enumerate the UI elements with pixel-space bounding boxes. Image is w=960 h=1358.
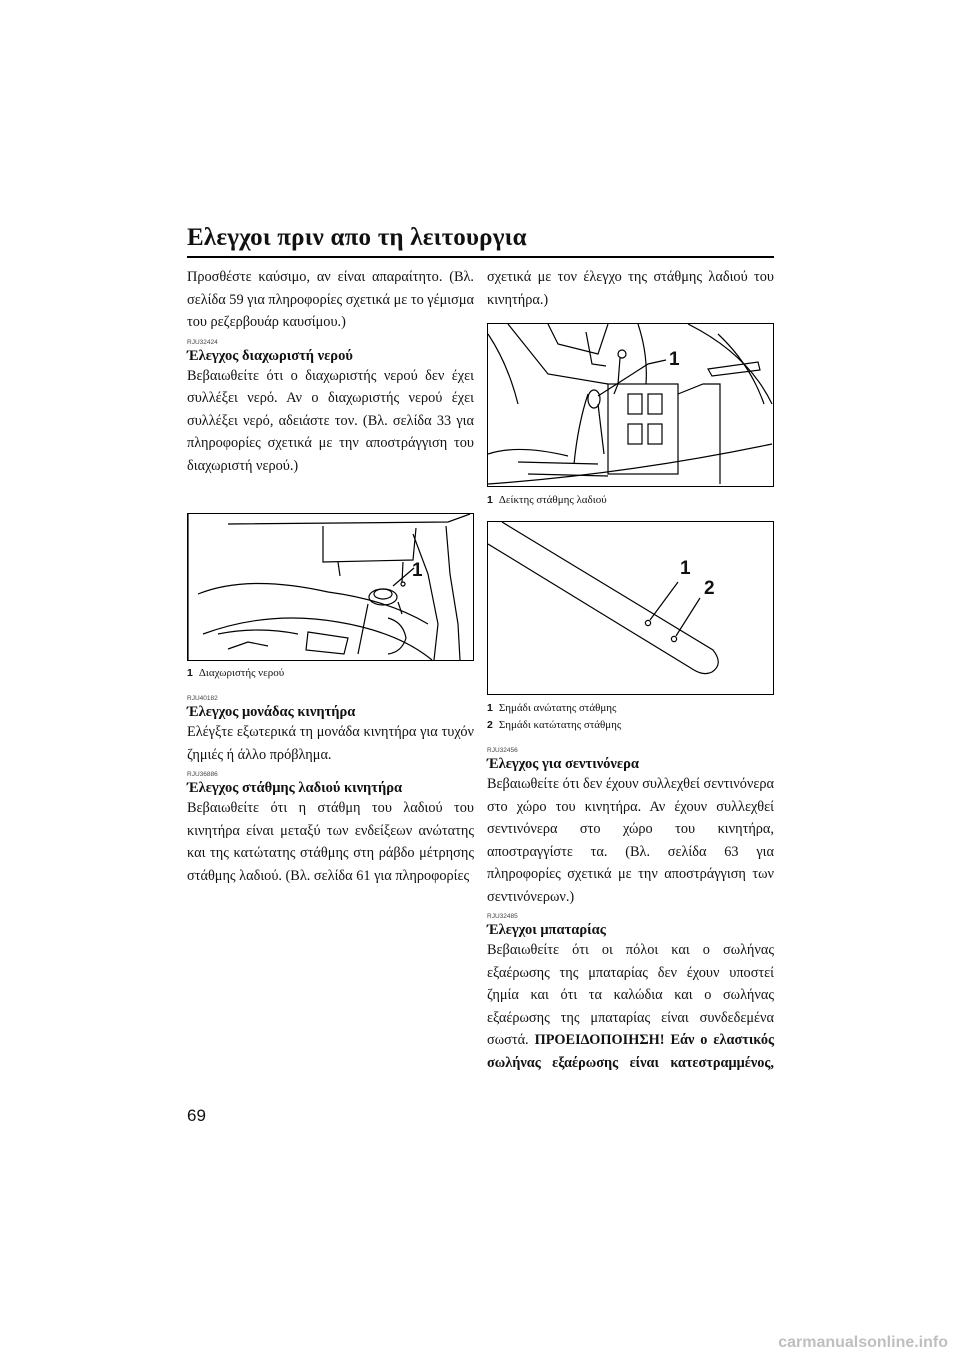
bilge-paragraph: Βεβαιωθείτε ότι δεν έχουν συλλεχθεί σεντινόνερα στο χώρο του κινητήρα. Αν έχουν συλλεχθεί σεντινόνερα στο χώρο του κινητήρα, αποστραγγίστε τα. (Βλ. σελίδα 63 για πληροφορίες σχετικά με την αποστράγγιση των σεντινόνερων.) <box>487 776 774 905</box>
battery-warning: ΠΡΟΕΙΔΟΠΟΙΗΣΗ! Εάν ο ελαστικός σωλήνας εξαέρωσης είναι κατεστραμμένος, <box>487 1032 775 1071</box>
continuation-paragraph: σχετικά με τον έλεγχο της στάθμης λαδιού του κινητήρα.) <box>487 269 774 308</box>
section-code: RJU32485 <box>487 913 518 920</box>
caption-item <box>487 700 774 717</box>
battery-paragraph <box>487 939 774 1074</box>
intro-paragraph: Προσθέστε καύσιμο, αν είναι απαραίτητο. (Βλ. σελίδα 59 για πληροφορίες σχετικά με το γέμισμα του ρεζερβουάρ καυσίμου.) <box>187 269 474 330</box>
figure-callout-1: 1 <box>412 560 423 581</box>
caption-text: Διαχωριστής νερού <box>198 667 285 679</box>
caption-number: 2 <box>487 719 493 731</box>
figure-callout-1: 1 <box>680 558 691 579</box>
caption-text: Σημάδι ανώτατης στάθμης <box>498 702 617 714</box>
section-heading-engine-unit: Έλεγχος μονάδας κινητήρα <box>187 704 356 720</box>
caption-text: Σημάδι κατώτατης στάθμης <box>498 719 622 731</box>
oil-level-paragraph: Βεβαιωθείτε ότι η στάθμη του λαδιού του κινητήρα είναι μεταξύ των ενδείξεων ανώτατης και της κατώτατης στάθμης στη ράβδο μέτρησης στάθμης λαδιού. (Βλ. σελίδα 61 για πληροφορίες <box>187 800 474 884</box>
section-heading-battery: Έλεγχοι μπαταρίας <box>487 922 606 938</box>
section-code: RJU36886 <box>187 771 218 778</box>
figure-caption <box>187 665 474 682</box>
engine-unit-paragraph: Ελέγξτε εξωτερικά τη μονάδα κινητήρα για τυχόν ζημιές ή άλλο πρόβλημα. <box>187 724 474 763</box>
water-separator-illustration <box>188 514 473 660</box>
caption-number: 1 <box>187 667 193 679</box>
oil-dipstick-figure <box>487 323 774 487</box>
caption-item <box>487 717 774 734</box>
section-code: RJU40182 <box>187 695 218 702</box>
water-separator-figure <box>187 513 474 661</box>
page-title: Ελεγχοι πριν απο τη λειτουργια <box>187 224 527 251</box>
figure-callout-1: 1 <box>669 349 680 370</box>
left-column <box>187 266 474 887</box>
section-heading-oil-level: Έλεγχος στάθμης λαδιού κινητήρα <box>187 780 403 796</box>
watermark-url[interactable]: carmanualsonline.info <box>778 1334 948 1351</box>
water-separator-paragraph: Βεβαιωθείτε ότι ο διαχωριστής νερού δεν έχει συλλέξει νερό. Αν ο διαχωριστής νερού έχει συλλέξει νερό, αδειάστε τον. (Βλ. σελίδα 33 για πληροφορίες σχετικά με την αποστράγγιση του διαχωριστή νερού.) <box>187 367 474 474</box>
caption-text: Δείκτης στάθμης λαδιού <box>498 494 607 506</box>
caption-number: 1 <box>487 702 493 714</box>
title-rule <box>187 256 774 258</box>
section-code: RJU32456 <box>487 747 518 754</box>
section-code: RJU32424 <box>187 338 218 346</box>
figure-caption <box>487 492 774 509</box>
figure-callout-2: 2 <box>704 578 715 599</box>
section-heading-bilge: Έλεγχος για σεντινόνερα <box>487 756 639 772</box>
section-heading-water-separator: Έλεγχος διαχωριστή νερού <box>187 347 353 364</box>
caption-number: 1 <box>487 494 493 506</box>
right-column <box>487 266 774 1074</box>
figure-caption-list <box>487 700 774 734</box>
battery-text: Βεβαιωθείτε ότι οι πόλοι και ο σωλήνας εξαέρωσης της μπαταρίας δεν έχουν υποστεί ζημία και ότι τα καλώδια και ο σωλήνας εξαέρωσης της μπαταρίας είναι συνδεδεμένα σωστά. <box>487 942 774 1048</box>
engine-compartment-illustration <box>488 324 773 486</box>
page-number: 69 <box>187 1106 206 1125</box>
dipstick-figure <box>487 521 774 695</box>
dipstick-illustration <box>488 522 773 694</box>
